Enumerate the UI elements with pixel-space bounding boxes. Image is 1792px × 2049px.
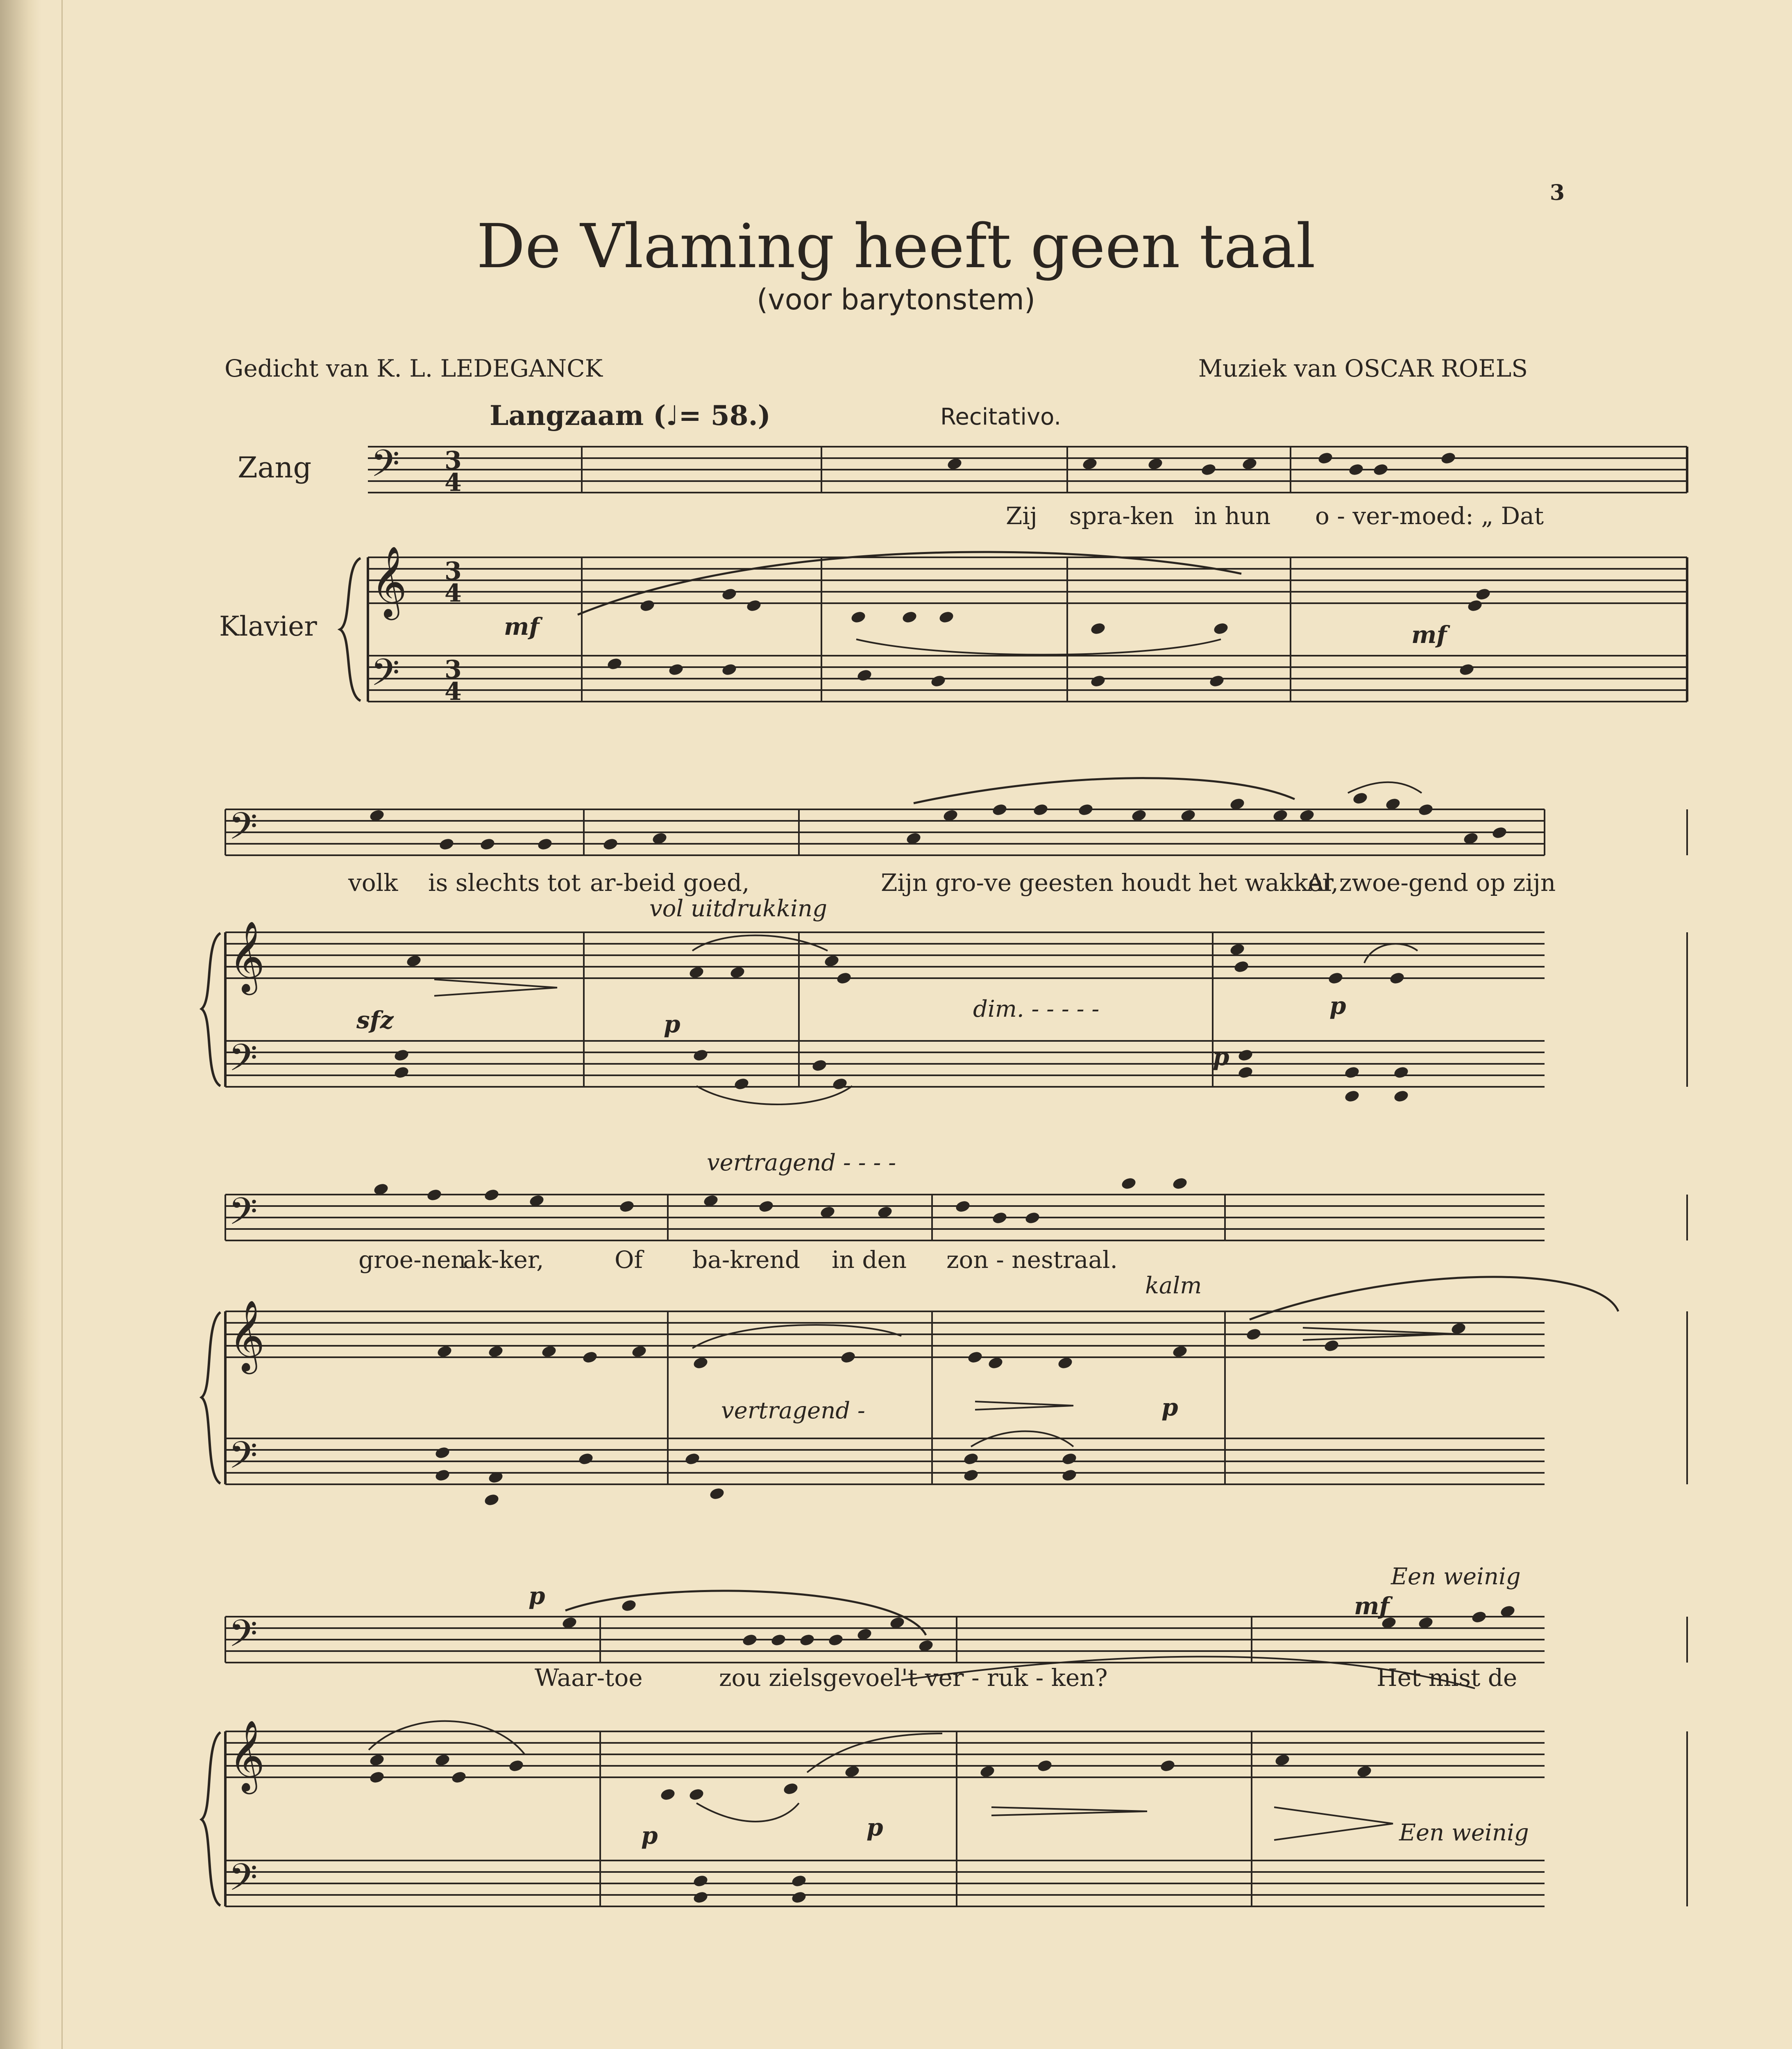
- voice-part-label: Zang: [238, 451, 312, 484]
- lyric-s3-1: groe-nen: [358, 1246, 466, 1274]
- vol-uitdrukking-marking: vol uitdrukking: [649, 895, 827, 922]
- svg-text:3: 3: [445, 557, 462, 586]
- lyric-s4-3: Het mist de: [1377, 1664, 1518, 1692]
- een-weinig-piano-marking: Een weinig: [1399, 1820, 1529, 1846]
- lyric-s3-2: ak-ker,: [463, 1246, 544, 1274]
- lyric-s2-5: Al zwoe-gend op zijn: [1307, 869, 1556, 897]
- dynamic-p-1: p: [664, 1010, 681, 1038]
- system-2: [202, 778, 1687, 1104]
- vertragend-voice-marking: vertragend - - - -: [707, 1149, 896, 1176]
- lyric-s3-4: ba-krend: [692, 1246, 800, 1274]
- lyric-s3-5: in den: [832, 1246, 907, 1274]
- vertragend-piano-marking: vertragend -: [721, 1397, 865, 1424]
- bass-staff-3: [225, 1438, 1545, 1484]
- svg-text:𝄞: 𝄞: [229, 1720, 265, 1791]
- lyric-s1-4: o - ver-moed: „ Dat: [1315, 502, 1544, 530]
- svg-text:4: 4: [445, 579, 462, 608]
- lyric-s3-6: zon - nestraal.: [946, 1246, 1118, 1274]
- lyric-s1-2: spra-ken: [1069, 502, 1174, 530]
- svg-text:𝄢: 𝄢: [229, 804, 258, 857]
- svg-text:𝄢: 𝄢: [229, 1856, 258, 1908]
- svg-text:𝄞: 𝄞: [229, 1300, 265, 1371]
- svg-text:3: 3: [445, 655, 462, 684]
- treble-staff-3: [225, 1311, 1545, 1357]
- svg-text:𝄢: 𝄢: [371, 651, 400, 703]
- page-subtitle: (voor barytonstem): [756, 283, 1036, 316]
- voice-staff-1: [368, 447, 1687, 493]
- lyric-s2-3: ar-beid goed,: [590, 869, 750, 897]
- svg-text:𝄢: 𝄢: [229, 1036, 258, 1088]
- dynamic-sfz: sfz: [356, 1006, 394, 1034]
- voice-staff-3: [225, 1195, 1545, 1240]
- svg-text:𝄢: 𝄢: [229, 1190, 258, 1242]
- dynamic-p-5: p: [529, 1582, 545, 1610]
- system-1: [340, 442, 1687, 706]
- system-3: [202, 1177, 1687, 1507]
- page-title: De Vlaming heeft geen taal: [476, 211, 1316, 282]
- svg-text:4: 4: [445, 677, 462, 706]
- bass-staff-2: [225, 1041, 1545, 1087]
- treble-staff-2: [225, 932, 1545, 978]
- dim-marking: dim. - - - - -: [973, 996, 1100, 1022]
- brace: [340, 558, 361, 701]
- svg-text:𝄢: 𝄢: [229, 1433, 258, 1486]
- kalm-marking: kalm: [1145, 1272, 1202, 1299]
- dynamic-p-4: p: [1161, 1393, 1178, 1421]
- dynamic-p-7: p: [867, 1813, 883, 1841]
- dynamic-mf-2: mf: [1411, 621, 1447, 649]
- svg-text:𝄞: 𝄞: [229, 921, 265, 992]
- lyric-s2-2: is slechts tot: [428, 869, 581, 897]
- svg-text:𝄢: 𝄢: [371, 442, 400, 494]
- treble-staff-1: [368, 557, 1687, 603]
- poet-credit: Gedicht van K. L. LEDEGANCK: [225, 354, 603, 382]
- bass-staff-4: [225, 1860, 1545, 1906]
- bass-staff-1: [368, 656, 1687, 702]
- dynamic-mf-1: mf: [504, 613, 540, 641]
- dynamic-p-6: p: [641, 1822, 658, 1849]
- dynamic-mf-3: mf: [1354, 1592, 1390, 1620]
- lyric-s1-1: Zij: [1006, 502, 1037, 530]
- style-marking: Recitativo.: [940, 404, 1062, 430]
- lyric-s2-1: volk: [348, 869, 398, 897]
- voice-staff-2: [225, 809, 1545, 855]
- dynamic-p-3: p: [1329, 992, 1346, 1020]
- svg-text:4: 4: [445, 468, 462, 497]
- een-weinig-voice-marking: Een weinig: [1391, 1563, 1521, 1590]
- svg-text:3: 3: [445, 446, 462, 475]
- svg-text:𝄢: 𝄢: [229, 1612, 258, 1664]
- lyric-s4-1: Waar-toe: [535, 1664, 643, 1692]
- page-number: 3: [1549, 180, 1565, 205]
- lyric-s2-4: Zijn gro-ve geesten houdt het wakker,: [881, 869, 1339, 897]
- tempo-marking: Langzaam (♩= 58.): [490, 400, 771, 432]
- voice-staff-4: [225, 1617, 1545, 1663]
- dynamic-p-2: p: [1213, 1043, 1229, 1071]
- composer-credit: Muziek van OSCAR ROELS: [1198, 354, 1528, 382]
- lyric-s3-3: Of: [615, 1246, 643, 1274]
- system-4: [202, 1591, 1687, 1908]
- lyric-s4-2: zou zielsgevoel't ver - ruk - ken?: [719, 1664, 1108, 1692]
- piano-part-label: Klavier: [219, 611, 317, 642]
- svg-text:𝄞: 𝄞: [371, 546, 407, 617]
- lyric-s1-3: in hun: [1194, 502, 1271, 530]
